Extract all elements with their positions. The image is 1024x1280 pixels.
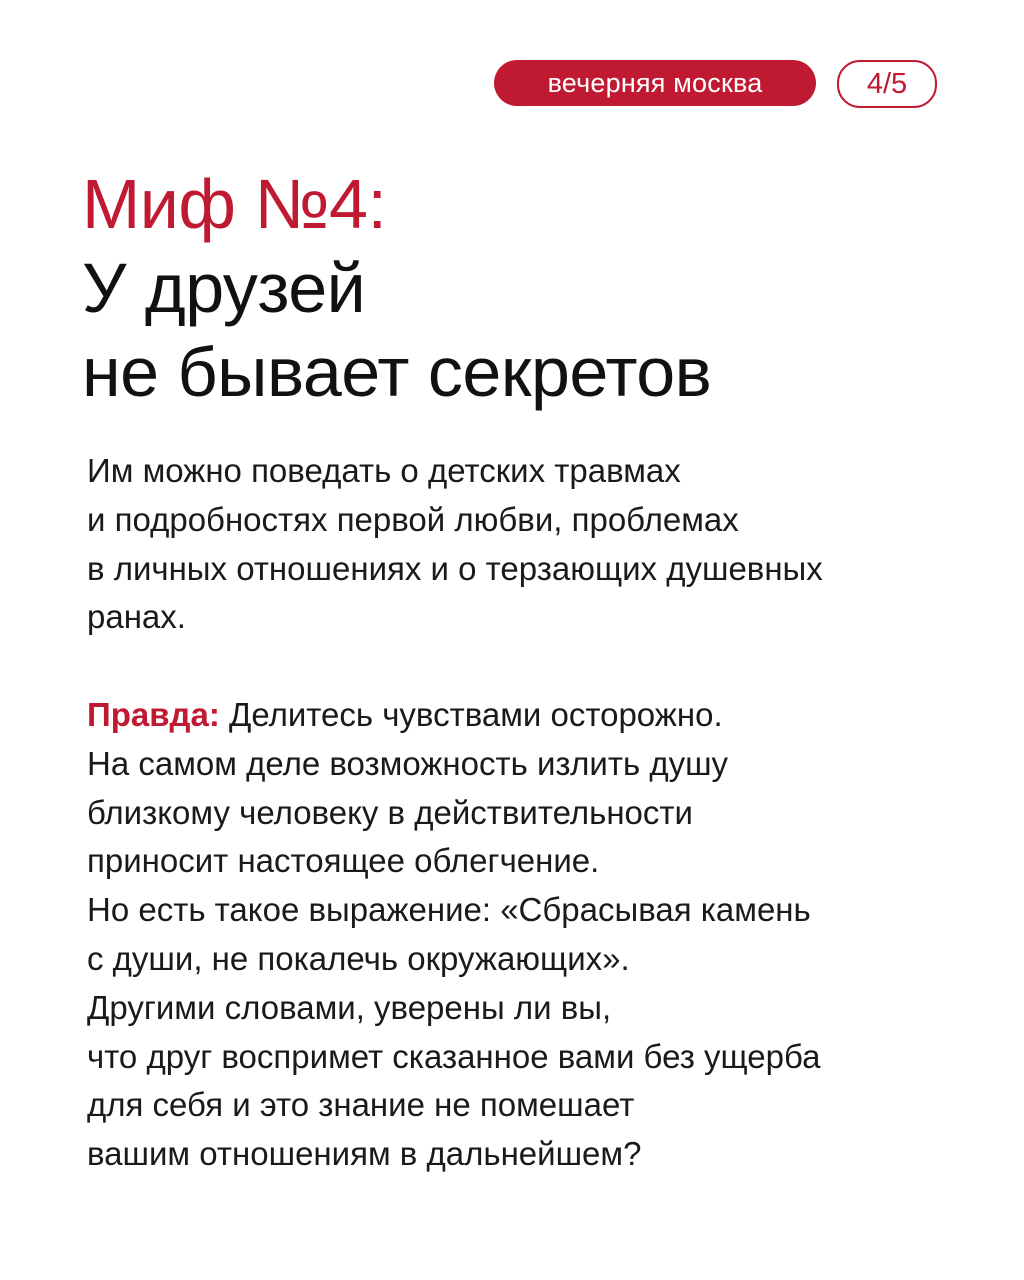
intro-line: Им можно поведать о детских травмах bbox=[87, 452, 681, 489]
truth-line: вашим отношениям в дальнейшем? bbox=[87, 1135, 642, 1173]
intro-line: и подробностях первой любви, проблемах bbox=[87, 500, 739, 538]
intro-line: ранах. bbox=[87, 598, 186, 636]
truth-line: с души, не покалечь окружающих». bbox=[87, 939, 630, 977]
headline bbox=[82, 162, 711, 414]
headline-line: не бывает секретов bbox=[82, 333, 712, 411]
truth-line: приносит настоящее облегчение. bbox=[87, 842, 600, 880]
truth-first-line-text: Делитесь чувствами осторожно. bbox=[219, 696, 723, 733]
page-counter: 4/5 bbox=[837, 60, 937, 108]
truth-line: Но есть такое выражение: «Сбрасывая камень bbox=[87, 891, 811, 929]
truth-label: Правда: bbox=[87, 696, 220, 733]
intro-paragraph bbox=[87, 447, 947, 642]
truth-line: для себя и это знание не помешает bbox=[87, 1086, 635, 1124]
brand-badge: вечерняя москва bbox=[494, 60, 816, 106]
headline-line: У друзей bbox=[82, 249, 366, 327]
intro-line: в личных отношениях и о терзающих душевных bbox=[87, 549, 823, 587]
truth-first-line bbox=[87, 691, 947, 740]
truth-paragraph bbox=[87, 691, 947, 1179]
truth-line: Другими словами, уверены ли вы, bbox=[87, 988, 612, 1026]
truth-line: что друг воспримет сказанное вами без ущерба bbox=[87, 1037, 821, 1075]
truth-line: близкому человеку в действительности bbox=[87, 793, 693, 831]
truth-line: На самом деле возможность излить душу bbox=[87, 744, 729, 782]
myth-label: Миф №4: bbox=[82, 165, 387, 243]
